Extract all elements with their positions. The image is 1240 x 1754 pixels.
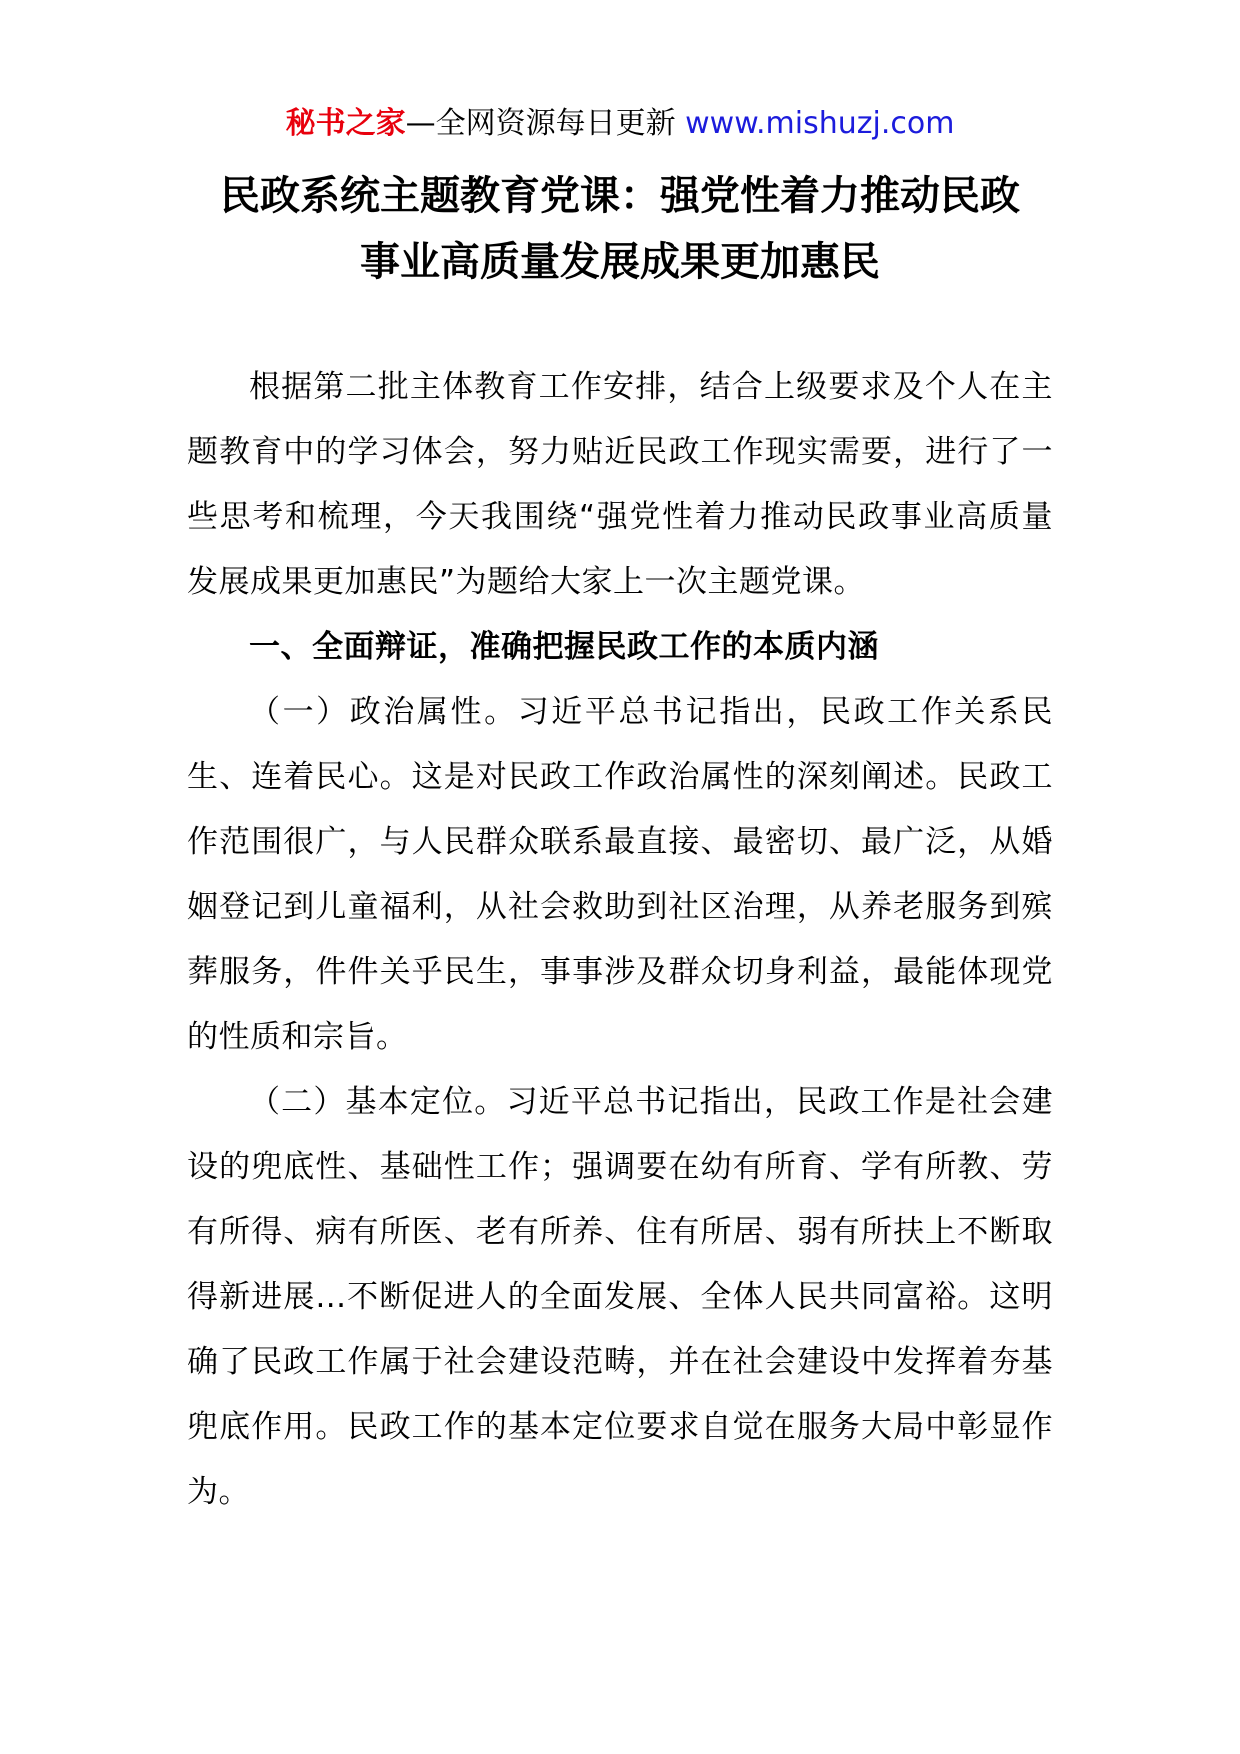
basic-positioning-paragraph: （二）基本定位。习近平总书记指出，民政工作是社会建设的兜底性、基础性工作；强调要在幼有所育、学有所教、劳有所得、病有所医、老有所养、住有所居、弱有所扶上不断取得新进展...不断促进人的全面发展、全体人民共同富裕。这明确了民政工作属于社会建设范畴，并在社会建设中发挥着夯基兜底作用。民政工作的基本定位要求自觉在服务大局中彰显作为。: [187, 1084, 1053, 1510]
title-line-2: 事业高质量发展成果更加惠民: [360, 239, 880, 285]
brand-name: 秘书之家: [285, 106, 406, 141]
section-heading: 一、全面辩证，准确把握民政工作的本质内涵: [249, 629, 879, 665]
political-attribute-paragraph: （一）政治属性。习近平总书记指出，民政工作关系民生、连着民心。这是对民政工作政治属性的深刻阐述。民政工作范围很广，与人民群众联系最直接、最密切、最广泛，从婚姻登记到儿童福利，从社会救助到社区治理，从养老服务到殡葬服务，件件关乎民生，事事涉及群众切身利益，最能体现党的性质和宗旨。: [187, 694, 1053, 1055]
intro-paragraph: 根据第二批主体教育工作安排，结合上级要求及个人在主题教育中的学习体会，努力贴近民政工作现实需要，进行了一些思考和梳理，今天我围绕“强党性着力推动民政事业高质量发展成果更加惠民”为题给大家上一次主题党课。: [187, 369, 1053, 600]
document-body: [187, 355, 1053, 1525]
site-url-link[interactable]: www.mishuzj.com: [685, 106, 955, 141]
title-line-1: 民政系统主题教育党课：强党性着力推动民政: [220, 173, 1020, 219]
site-header: [0, 102, 1240, 146]
site-slogan: —全网资源每日更新: [405, 106, 676, 141]
document-title: [0, 163, 1240, 295]
